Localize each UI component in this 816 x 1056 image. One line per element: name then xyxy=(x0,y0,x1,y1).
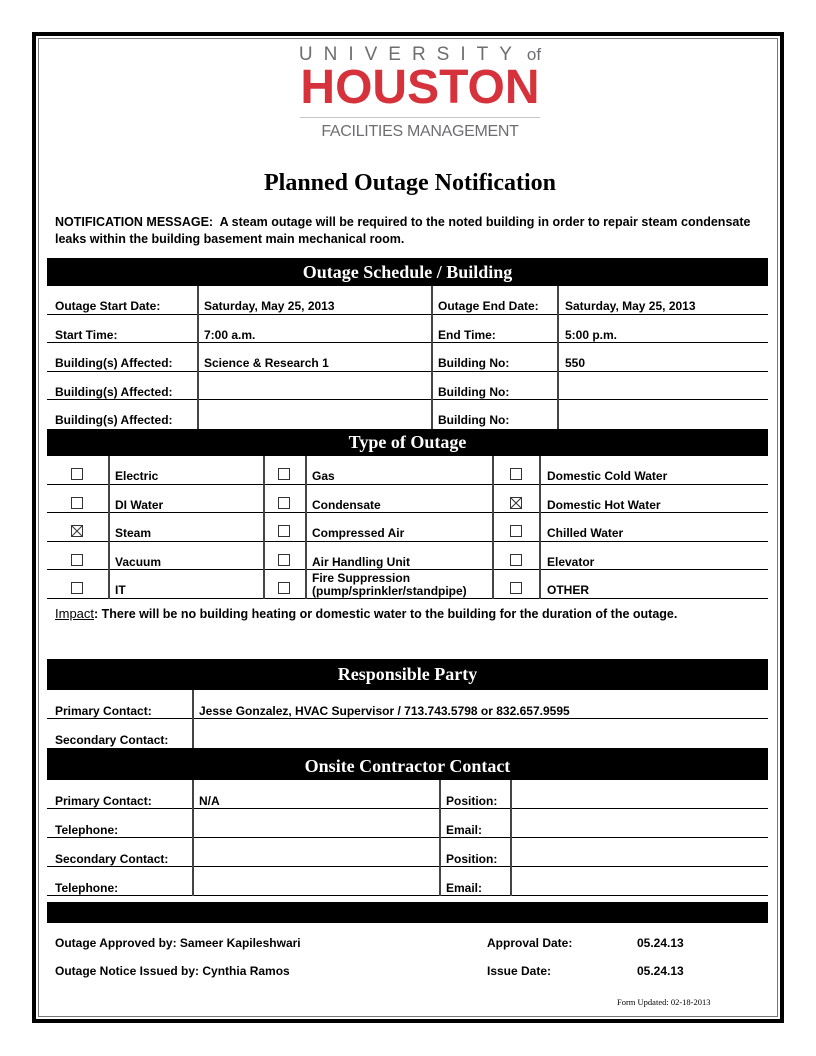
outage-type-row xyxy=(47,542,768,571)
logo-university-text: UNIVERSITY xyxy=(298,44,523,65)
checkbox-unchecked[interactable] xyxy=(510,468,522,480)
schedule-table xyxy=(47,286,768,429)
outage-type-row xyxy=(47,570,768,599)
schedule-label: Building(s) Affected: xyxy=(55,413,173,428)
form-updated-note: Form Updated: 02-18-2013 xyxy=(617,997,711,1007)
schedule-label: Building No: xyxy=(438,356,510,371)
schedule-label: Building(s) Affected: xyxy=(55,384,173,399)
responsible-row xyxy=(47,719,768,748)
schedule-label: End Time: xyxy=(438,327,496,342)
footer-divider-bar xyxy=(47,902,768,923)
checkbox-unchecked[interactable] xyxy=(71,554,83,566)
contractor-value[interactable] xyxy=(517,852,757,866)
schedule-label: Outage End Date: xyxy=(438,299,539,313)
schedule-value[interactable] xyxy=(204,385,424,399)
schedule-value[interactable]: 550 xyxy=(565,356,586,371)
contractor-label: Telephone: xyxy=(55,823,119,837)
schedule-row xyxy=(47,343,768,372)
schedule-row xyxy=(47,372,768,401)
contractor-value[interactable] xyxy=(199,852,429,866)
logo-divider xyxy=(300,117,540,118)
outage-type-label: OTHER xyxy=(547,583,589,598)
logo-houston-text: HOUSTON xyxy=(300,61,540,114)
outage-type-label-line2: (pump/sprinkler/standpipe) xyxy=(312,584,467,599)
schedule-label: Start Time: xyxy=(55,327,118,342)
checkbox-unchecked[interactable] xyxy=(510,525,522,537)
schedule-value[interactable]: Science & Research 1 xyxy=(204,356,329,371)
schedule-value[interactable] xyxy=(204,413,424,427)
contractor-value[interactable] xyxy=(517,881,757,895)
contractor-value[interactable] xyxy=(199,881,429,895)
column-divider xyxy=(108,456,110,599)
issue-date-label: Issue Date: xyxy=(487,964,552,978)
responsible-label: Secondary Contact: xyxy=(55,733,169,747)
contractor-value[interactable] xyxy=(517,823,757,837)
outage-type-label: Electric xyxy=(115,469,159,483)
column-divider xyxy=(557,286,559,429)
checkbox-checked[interactable] xyxy=(71,525,83,537)
column-divider xyxy=(192,690,194,748)
page-title: Planned Outage Notification xyxy=(264,170,556,196)
outage-type-label-line1: Fire Suppression xyxy=(312,571,411,586)
schedule-value[interactable]: 5:00 p.m. xyxy=(565,327,618,342)
schedule-value[interactable]: 7:00 a.m. xyxy=(204,327,256,342)
schedule-value[interactable]: Saturday, May 25, 2013 xyxy=(204,299,335,313)
logo-of-text: of xyxy=(526,45,542,64)
schedule-label: Building(s) Affected: xyxy=(55,356,173,371)
schedule-value[interactable]: Saturday, May 25, 2013 xyxy=(565,299,696,313)
checkbox-unchecked[interactable] xyxy=(278,497,290,509)
column-divider xyxy=(439,780,441,896)
column-divider xyxy=(539,456,541,599)
column-divider xyxy=(192,780,194,896)
checkbox-unchecked[interactable] xyxy=(278,525,290,537)
responsible-row xyxy=(47,690,768,719)
checkbox-unchecked[interactable] xyxy=(71,582,83,594)
schedule-row xyxy=(47,286,768,315)
checkbox-unchecked[interactable] xyxy=(278,554,290,566)
outage-type-label: Condensate xyxy=(312,497,381,512)
contractor-label: Position: xyxy=(446,852,498,866)
schedule-row xyxy=(47,400,768,429)
contractor-label: Position: xyxy=(446,794,498,808)
checkbox-checked[interactable] xyxy=(510,497,522,509)
outage-type-label: DI Water xyxy=(115,497,164,512)
responsible-label: Primary Contact: xyxy=(55,704,152,718)
approved-by: Outage Approved by: Sameer Kapileshwari xyxy=(55,936,301,950)
schedule-label: Building No: xyxy=(438,384,510,399)
contractor-label: Secondary Contact: xyxy=(55,852,169,866)
x-mark-icon xyxy=(72,526,82,536)
contractor-value[interactable] xyxy=(199,823,429,837)
responsible-party-table xyxy=(47,690,768,748)
column-divider xyxy=(263,456,265,599)
contractor-value[interactable] xyxy=(517,794,757,808)
contractor-row xyxy=(47,809,768,838)
outage-type-label: Gas xyxy=(312,469,335,483)
contractor-value[interactable]: N/A xyxy=(199,794,220,808)
contractor-table xyxy=(47,780,768,896)
outage-type-row xyxy=(47,513,768,542)
outage-type-header: Type of Outage xyxy=(47,429,768,456)
issued-by: Outage Notice Issued by: Cynthia Ramos xyxy=(55,964,290,978)
responsible-party-header: Responsible Party xyxy=(47,659,768,690)
column-divider xyxy=(305,456,307,599)
schedule-value[interactable] xyxy=(565,385,755,399)
issue-date-value: 05.24.13 xyxy=(637,964,684,978)
contractor-label: Email: xyxy=(446,823,483,837)
impact-statement xyxy=(55,606,677,621)
outage-type-label: Steam xyxy=(115,526,152,541)
checkbox-unchecked[interactable] xyxy=(278,468,290,480)
schedule-label: Outage Start Date: xyxy=(55,299,161,313)
outage-type-row xyxy=(47,456,768,485)
outage-type-label: IT xyxy=(115,583,126,598)
column-divider xyxy=(197,286,199,429)
outage-type-label: Elevator xyxy=(547,554,595,569)
outage-type-label: Vacuum xyxy=(115,554,162,569)
checkbox-unchecked[interactable] xyxy=(71,468,83,480)
schedule-row xyxy=(47,315,768,344)
contractor-row xyxy=(47,867,768,896)
impact-label: Impact xyxy=(55,606,95,621)
outage-type-label: Domestic Cold Water xyxy=(547,469,668,483)
checkbox-unchecked[interactable] xyxy=(510,582,522,594)
schedule-header: Outage Schedule / Building xyxy=(47,258,768,286)
schedule-label: Building No: xyxy=(438,413,510,428)
responsible-value[interactable] xyxy=(199,733,699,747)
column-divider xyxy=(510,780,512,896)
approval-date-value: 05.24.13 xyxy=(637,936,684,950)
outage-type-table xyxy=(47,456,768,599)
contractor-label: Primary Contact: xyxy=(55,794,152,808)
outage-type-label: Chilled Water xyxy=(547,526,624,541)
notification-message-text: A steam outage will be required to the noted building in order to repair steam condensate leaks within the building basement main mechanical room. xyxy=(55,215,751,246)
outage-type-label: Domestic Hot Water xyxy=(547,497,661,512)
impact-text: : There will be no building heating or domestic water to the building for the duration of the outage. xyxy=(94,607,678,621)
approval-date-label: Approval Date: xyxy=(487,936,573,950)
x-mark-icon xyxy=(511,498,521,508)
notification-message-label: NOTIFICATION MESSAGE: xyxy=(55,215,214,229)
checkbox-unchecked[interactable] xyxy=(71,497,83,509)
university-logo xyxy=(280,44,560,141)
contractor-header: Onsite Contractor Contact xyxy=(47,748,768,780)
schedule-value[interactable] xyxy=(565,413,755,427)
column-divider xyxy=(492,456,494,599)
responsible-value[interactable]: Jesse Gonzalez, HVAC Supervisor / 713.743.5798 or 832.657.9595 xyxy=(199,704,570,718)
column-divider xyxy=(431,286,433,429)
contractor-label: Email: xyxy=(446,881,483,895)
notification-message xyxy=(55,214,765,248)
contractor-row xyxy=(47,780,768,809)
logo-department-text: FACILITIES MANAGEMENT xyxy=(321,123,519,140)
outage-type-row xyxy=(47,485,768,514)
outage-type-label xyxy=(312,572,467,598)
contractor-label: Telephone: xyxy=(55,881,119,895)
outage-type-label: Air Handling Unit xyxy=(312,554,410,569)
outage-type-label: Compressed Air xyxy=(312,526,405,541)
checkbox-unchecked[interactable] xyxy=(278,582,290,594)
checkbox-unchecked[interactable] xyxy=(510,554,522,566)
contractor-row xyxy=(47,838,768,867)
